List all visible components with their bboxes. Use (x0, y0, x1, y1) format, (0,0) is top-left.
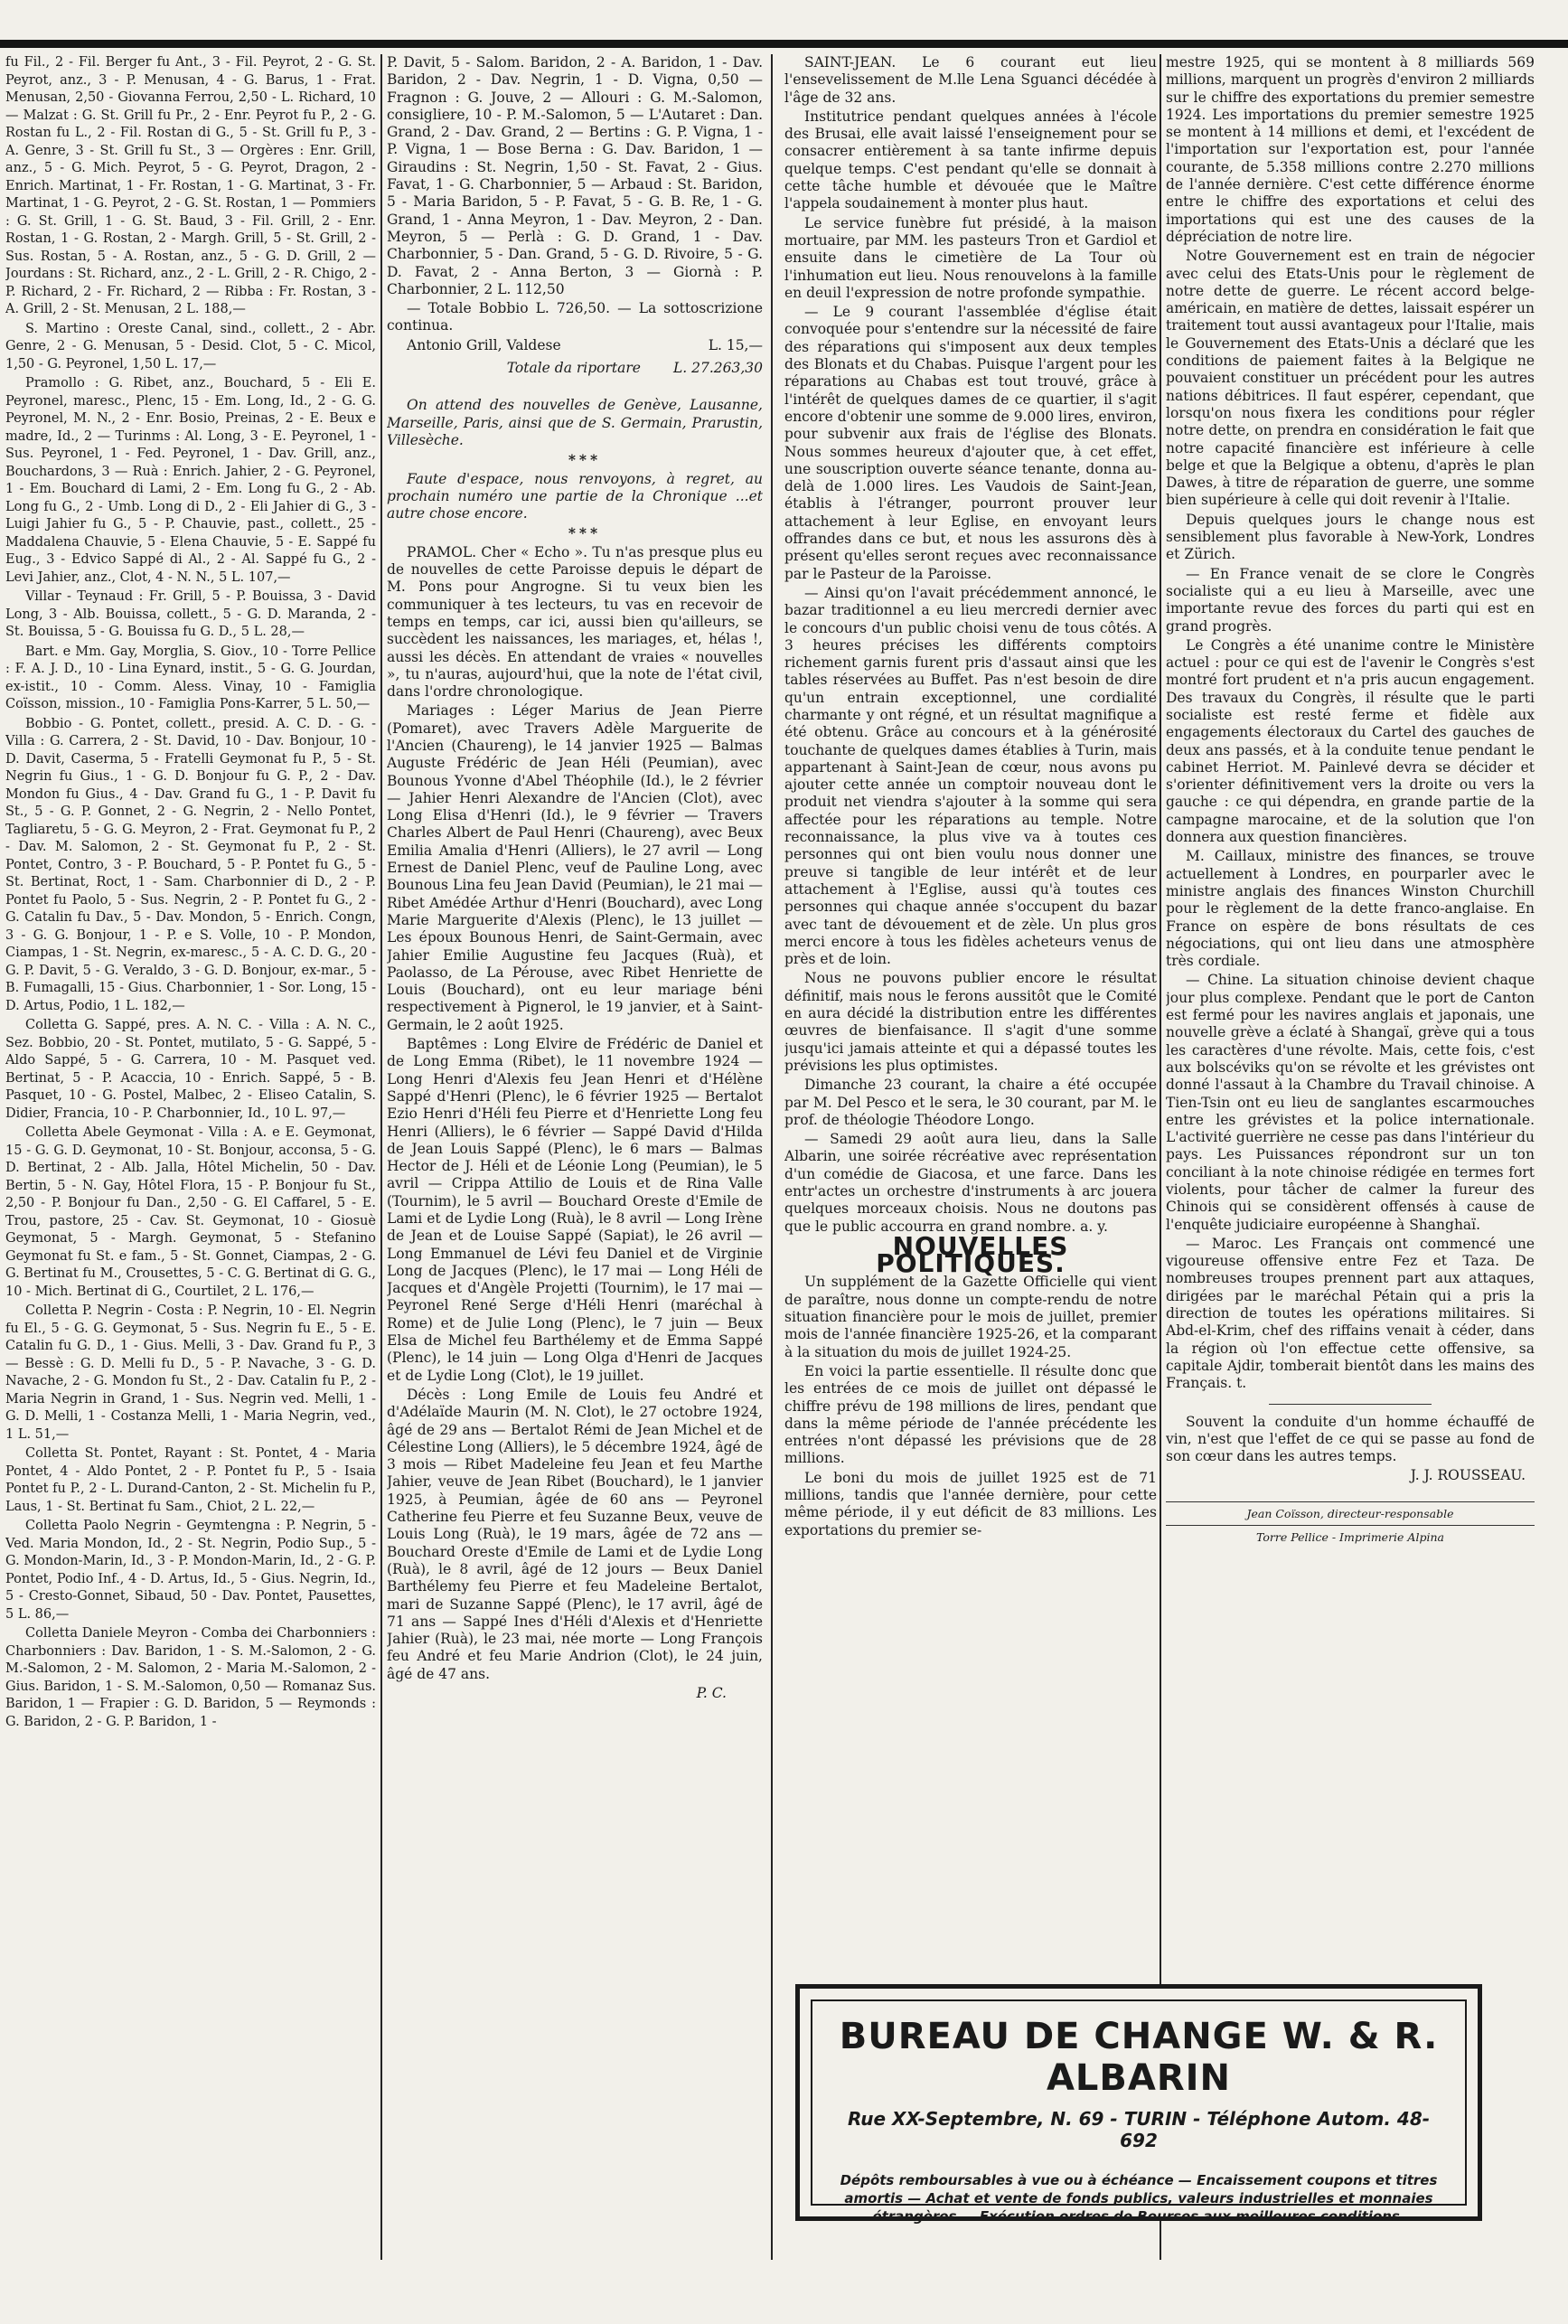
donor-name: Antonio Grill, Valdese (407, 336, 561, 353)
ad-address: Rue XX-Septembre, N. 69 - TURIN - Téléphone Autom. 48-692 (847, 2108, 1431, 2151)
headline-nouvelles-politiques: NOUVELLES POLITIQUES. (876, 1230, 1069, 1279)
subscription-total-bobbio: — Totale Bobbio L. 726,50. — La sottoscrizione continua. (387, 300, 763, 334)
pramol-baptemes: Baptêmes : Long Elvire de Frédéric de Daniel et de Long Emma (Ribet), le 11 novembre 1924 — Long Henri d'Alexis feu Jean Henri et d'Hélène Sappé d'Henri (Plenc), le 6 février 1925 — Bertalot Ezio Henri d'Héli feu Pierre et d'Henriette Long feu Henri (Alliers), le 6 février — Sappé David d'Hilda de Jean Louis Sappé (Plenc), le 6 mars — Balmas Hector de J. Héli et de Léonie Long (Peumian), le 5 avril — Crippa Attilio de Louis et de Rina Valle (Tournim), le 5 avril — Bouchard Oreste d'Emile de Lami et de Lydie Long (Ruà), le 8 avril — Long Irène de Jean et de Louise Sappé (Sapiat), le 26 avril — Long Emmanuel de Lévi feu Daniel et de Virginie Long de Jacques (Plenc), le 17 mai — Long Héli de Jacques et d'Angèle Projetti (Tournim), le 17 mai — Peyronel René Serge d'Héli Henri (maréchal à Rome) et de Julie Long (Plenc), le 7 juin — Beux Elsa de Michel feu Barthélemy et de Emma Sappé (Plenc), le 14 juin — Long Olga d'Henri de Jacques et de Lydie Long (Clot), le 19 juillet. (387, 1036, 763, 1384)
subscription-entry: P. Davit, 5 - Salom. Baridon, 2 - A. Baridon, 1 - Dav. Baridon, 2 - Dav. Negrin, 1 - D. Vigna, 0,50 — Fragnon : G. Jouve, 2 — Allouri : G. M.-Salomon, consigliere, 10 - P. M.-Salomon, 5 — L'Autaret : Dan. Grand, 2 - Dav. Grand, 2 — Bertins : G. P. Vigna, 1 - P. Vigna, 1 — Bose Berna : G. Dav. Baridon, 1 — Giraudins : St. Negrin, 1,50 - St. Favat, 2 - Gius. Favat, 1 - G. Charbonnier, 5 — Arbaud : St. Baridon, 5 - Maria Baridon, 5 - P. Favat, 5 - G. B. Re, 1 - G. Grand, 1 - Anna Meyron, 1 - Dav. Meyron, 2 - Dan. Meyron, 5 — Perlà : G. D. Grand, 1 - Dav. Charbonnier, 5 - Dan. Grand, 5 - G. D. Rivoire, 5 - G. D. Favat, 2 - Anna Berton, 3 — Giornà : P. Charbonnier, 2 L. 112,50 (387, 54, 763, 297)
notice-nouvelles: On attend des nouvelles de Genève, Lausanne, Marseille, Paris, ainsi que de S. Germain, Prarustin, Villesèche. (387, 397, 763, 448)
section-separator: *** (568, 451, 602, 469)
saint-jean-paragraph: — Samedi 29 août aura lieu, dans la Salle Albarin, une soirée récréative avec représentation d'un comédie de Giacosa, et une farce. Dans les entr'actes un orchestre d'instruments à arc jouera quelques morceaux choisis. Nous ne doutons pas que le public accourra en grand nombre. a. y. (784, 1131, 1157, 1235)
politique-paragraph: — Maroc. Les Français ont commencé une vigoureuse offensive entre Fez et Taza. De nombreuses troupes prennent part aux attaques, dirigées par le maréchal Pétain qui a pris la direction de toutes les opérations militaires. Si Abd-el-Krim, chef des riffains venait à céder, dans la région où l'on effectue cette offensive, sa capitale Ajdir, tomberait bientôt dans les mains des Français. t. (1166, 1235, 1535, 1392)
saint-jean-paragraph: Institutrice pendant quelques années à l'école des Brusai, elle avait laissé l'enseignement pour se consacrer entièrement à sa tante infirme depuis quelque temps. C'est pendant qu'elle se donnait à cette tâche humble et dévouée que le Maître l'appela soudainement à monter plus haut. (784, 108, 1157, 212)
grand-total-line (387, 360, 763, 377)
politique-paragraph: — En France venait de se clore le Congrès socialiste qui a eu lieu à Marseille, avec une importante revue des forces du parti qui est en grand progrès. (1166, 565, 1535, 635)
saint-jean-paragraph: Nous ne pouvons publier encore le résultat définitif, mais nous le ferons aussitôt que le Comité en aura décidé la distribution entre les différentes œuvres de bienfaisance. Il s'agit d'une somme jusqu'ici jamais atteinte et qui a dépassé toutes les prévisions les plus optimistes. (784, 970, 1157, 1074)
quote-text: Souvent la conduite d'un homme échauffé de vin, n'est que l'effet de ce qui se passe au fond de son cœur dans les autres temps. (1166, 1413, 1535, 1465)
pramol-deces: Décès : Long Emile de Louis feu André et d'Adélaïde Maurin (M. N. Clot), le 27 octobre 1924, âgé de 29 ans — Bertalot Rémi de Jean Michel et de Célestine Long (Alliers), le 5 décembre 1924, âgé de 3 mois — Ribet Madeleine feu Jean et feu Marthe Jahier, veuve de Jean Ribet (Bouchard), le 1 janvier 1925, à Peumian, âgée de 60 ans — Peyronel Catherine feu Pierre et feu Suzanne Beux, veuve de Louis Long (Ruà), le 19 mars, âgée de 72 ans — Bouchard Oreste d'Emile de Lami et de Lydie Long (Ruà), le 8 avril, âgé de 12 jours — Beux Daniel Barthélemy feu Pierre et feu Madeleine Bertalot, mari de Suzanne Sappé (Plenc), le 17 avril, âgé de 71 ans — Sappé Ines d'Héli d'Alexis et d'Henriette Jahier (Ruà), le 23 mai, née morte — Long François feu André et feu Marie Andrion (Clot), le 24 juin, âgé de 47 ans. (387, 1386, 763, 1682)
subscription-entry: Villar - Teynaud : Fr. Grill, 5 - P. Bouissa, 3 - David Long, 3 - Alb. Bouissa, collett., 5 - G. D. Maranda, 2 - St. Bouissa, 5 - G. Bouissa fu G. D., 5 L. 28,— (5, 589, 376, 639)
subscription-entry: Bobbio - G. Pontet, collett., presid. A. C. D. - G. - Villa : G. Carrera, 2 - St. David, 10 - Dav. Bonjour, 10 - D. Davit, Caserma, 5 - Fratelli Geymonat fu P., 5 - St. Negrin fu Gius., 1 - G. D. Bonjour fu G. P., 2 - Dav. Mondon fu Gius., 4 - Dav. Grand fu G., 1 - P. Davit fu St., 5 - G. P. Gonnet, 2 - G. Negrin, 2 - Nello Pontet, Tagliaretu, 5 - G. G. Meyron, 2 - Frat. Geymonat fu P., 2 - Dav. M. Salomon, 2 - St. Geymonat fu P., 2 - St. Pontet, Contro, 3 - P. Bouchard, 5 - P. Pontet fu G., 5 - St. Bertinat, Roct, 1 - Sam. Charbonnier di D., 2 - P. Pontet fu Paolo, 5 - Sus. Negrin, 2 - P. Pontet fu G., 2 - G. Catalin fu Dav., 5 - Dav. Mondon, 5 - Enrich. Congn, 3 - G. G. Bonjour, 1 - P. e S. Volle, 10 - P. Mondon, Ciampas, 1 - St. Negrin, ex-maresc., 5 - A. C. D. G., 20 - G. P. Davit, 5 - G. Veraldo, 3 - G. D. Bonjour, ex-mar., 5 - B. Fumagalli, 15 - Gius. Charbonnier, 1 - Sor. Long, 15 - D. Artus, Podio, 1 L. 182,— (5, 716, 376, 1013)
grand-total-amount: L. 27.263,30 (672, 360, 763, 377)
politique-paragraph: Notre Gouvernement est en train de négocier avec celui des Etats-Unis pour le règlement de notre dette de guerre. Le récent accord belge-américain, en matière de dettes, laissait espérer un traitement tout aussi avantageux pour l'Italie, mais le Gouvernement des Etats-Unis a déclaré que les conditions de paiement faites à la Belgique ne pouvaient constituer un précédent pour les autres nations débitrices. Il faut espérer, cependant, que lorsqu'on nous fixera les conditions pour régler notre dette, on prendra en considération le fait que notre capacité financière est inférieure à celle belge et que la Belgique a obtenu, d'après le plan Dawes, à titre de réparation de guerre, une somme bien supérieure à celle qui doit revenir à l'Italie. (1166, 248, 1535, 509)
subscription-entry: Colletta Daniele Meyron - Comba dei Charbonniers : Charbonniers : Dav. Baridon, 1 - S. M.-Salomon, 2 - G. M.-Salomon, 2 - M. Salomon, 2 - Maria M.-Salomon, 2 - Gius. Baridon, 1 - S. M.-Salomon, 0,50 — Romanaz Sus. Baridon, 1 — Frapier : G. D. Baridon, 5 — Reymonds : G. Baridon, 2 - G. P. Baridon, 1 - (5, 1626, 376, 1729)
newspaper-page (0, 54, 1568, 2314)
subscription-entry: S. Martino : Oreste Canal, sind., collett., 2 - Abr. Genre, 2 - G. Menusan, 5 - Desid. Clot, 5 - C. Micol, 1,50 - G. Peyronel, 1,50 L. 17,— (5, 321, 376, 372)
saint-jean-paragraph: Dimanche 23 courant, la chaire a été occupée par M. Del Pesco et le sera, le 30 courant, par M. le prof. de théologie Théodore Longo. (784, 1077, 1157, 1128)
column-divider (380, 54, 382, 2260)
grand-total-label: Totale da riportare (506, 360, 641, 377)
saint-jean-paragraph: — Ainsi qu'on l'avait précédemment annoncé, le bazar traditionnel a eu lieu mercredi dernier avec le concours d'un public choisi venu de tous côtés. A 3 heures précises les différents comptoirs richement garnis furent pris d'assaut ainsi que les tables réservées au Buffet. Pas n'est besoin de dire qu'un entrain exceptionnel, une cordialité charmante y ont régné, et un résultat magnifique a été obtenu. Grâce au concours et à la générosité touchante de quelques dames établies à Turin, mais appartenant à Saint-Jean de cœur, nous avons pu ajouter cette année un comptoir nouveau dont le produit net viendra s'ajouter à la somme qui sera affectée pour les réparations au temple. Notre reconnaissance, la plus vive va à toutes ces personnes qui ont bien voulu nous donner une preuve si tangible de leur intérêt et de leur attachement à l'Eglise, aussi qu'à toutes ces personnes qui chaque année s'occupent du bazar avec tant de dévouement et de zèle. Un plus gros merci encore à tous les fidèles acheteurs venus de près et de loin. (784, 584, 1157, 968)
column-divider (1160, 54, 1161, 2260)
saint-jean-paragraph: SAINT-JEAN. Le 6 courant eut lieu l'ensevelissement de M.lle Lena Sguanci décédée à l'âge de 32 ans. (784, 54, 1157, 106)
politique-paragraph: Le boni du mois de juillet 1925 est de 71 millions, tandis que l'année dernière, pour cette même période, il y eut déficit de 83 millions. Les exportations du premier se- (784, 1469, 1157, 1538)
saint-jean-paragraph: — Le 9 courant l'assemblée d'église était convoquée pour s'entendre sur la nécessité de faire des réparations qui s'imposent aux deux temples des Blonats et du Chabas. Puisque l'argent pour les réparations au Chabas est tout trouvé, grâce à l'intérêt de quelques dames de ce quartier, il s'agit encore d'obtenir une somme de 9.000 lires, environ, pour subvenir aux frais de l'église des Blonats. Nous sommes heureux d'ajouter que, à cet effet, une souscription ouverte séance tenante, donna au-delà de 1.000 lires. Les Vaudois de Saint-Jean, établis à l'étranger, pourront prouver leur attachement à leur Eglise, en envoyant leurs offrandes dans ce but, et nous les assurons dès à présent qu'elles seront reçues avec reconnaissance par le Pasteur de la Paroisse. (784, 304, 1157, 582)
divider (1269, 1404, 1432, 1405)
politique-paragraph: Depuis quelques jours le change nous est sensiblement plus favorable à New-York, Londres et Zürich. (1166, 511, 1535, 563)
subscription-entry: fu Fil., 2 - Fil. Berger fu Ant., 3 - Fil. Peyrot, 2 - G. St. Peyrot, anz., 3 - P. Menusan, 4 - G. Barus, 1 - Frat. Menusan, 2,50 - Giovanna Ferrou, 2,50 - L. Richard, 10 — Malzat : G. St. Grill fu Pr., 2 - Enr. Peyrot fu P., 2 - G. Rostan fu L., 2 - Fil. Rostan di G., 5 - St. Grill fu P., 3 - A. Genre, 3 - St. Grill fu St., 3 — Orgères : Enr. Grill, anz., 5 - G. Mich. Peyrot, 5 - G. Peyrot, Dragon, 2 - Enrich. Martinat, 1 - Fr. Rostan, 1 - G. Martinat, 3 - Fr. Martinat, 1 - G. Peyrot, 2 - G. St. Rostan, 1 — Pommiers : G. St. Grill, 1 - G. St. Baud, 3 - Fil. Grill, 2 - Enr. Rostan, 1 - G. Rostan, 2 - Margh. Grill, 5 - St. Grill, 2 - Sus. Rostan, 5 - A. Rostan, anz., 5 - G. D. Grill, 2 — Jourdans : St. Richard, anz., 2 - L. Grill, 2 - R. Chigo, 2 - P. Richard, 2 - Fr. Richard, 2 — Ribba : Fr. Rostan, 3 - A. Grill, 2 - St. Menusan, 2 L. 188,— (5, 55, 376, 316)
subscription-entry: Pramollo : G. Ribet, anz., Bouchard, 5 - Eli E. Peyronel, maresc., Plenc, 15 - Em. Long, Id., 2 - G. G. Peyronel, M. N., 2 - Enr. Bosio, Preinas, 2 - E. Beux e madre, Id., 2 — Turinms : Al. Long, 3 - E. Peyronel, 1 - Sus. Peyronel, 1 - Fed. Peyronel, 1 - Dav. Grill, anz., Bouchardons, 3 — Ruà : Enrich. Jahier, 2 - G. Peyronel, 1 - Em. Bouchard di Lami, 2 - Em. Long fu G., 2 - Ab. Long fu G., 2 - Umb. Long di D., 2 - Eli Jahier di G., 3 - Luigi Jahier fu G., 5 - P. Chauvie, past., collett., 25 - Maddalena Chauvie, 5 - Elena Chauvie, 5 - E. Sappé fu Eug., 3 - Edvico Sappé di Al., 2 - Al. Sappé fu G., 2 - Levi Jahier, anz., Clot, 4 - N. N., 5 L. 107,— (5, 376, 376, 585)
pramol-intro: PRAMOL. Cher « Echo ». Tu n'as presque plus eu de nouvelles de cette Paroisse depuis le départ de M. Pons pour Angrogne. Si tu veux bien les communiquer à tes lecteurs, tu vas en recevoir de temps en temps, car ici, aussi bien qu'ailleurs, se succèdent les naissances, les mariages, et, hélas !, aussi les décès. En attendant de vraies « nouvelles », tu n'auras, aujourd'hui, que la note de l'état civil, dans l'ordre chronologique. (387, 543, 763, 701)
column-pramol (387, 54, 763, 2314)
subscription-entry: Colletta G. Sappé, pres. A. N. C. - Villa : A. N. C., Sez. Bobbio, 20 - St. Pontet, mutilato, 5 - G. Sappé, 5 - Aldo Sappé, 5 - G. Carrera, 10 - M. Pasquet ved. Bertinat, 5 - P. Acaccia, 10 - Enrich. Sappé, 5 - B. Pasquet, 10 - G. Postel, Malbec, 2 - Eliseo Catalin, S. Didier, Francia, 10 - P. Charbonnier, Id., 10 L. 97,— (5, 1018, 376, 1121)
subscription-entry: Colletta Paolo Negrin - Geymtengna : P. Negrin, 5 - Ved. Maria Mondon, Id., 2 - St. Negrin, Podio Sup., 5 - G. Mondon-Marin, Id., 3 - P. Mondon-Marin, Id., 2 - G. P. Pontet, Podio Inf., 4 - D. Artus, Id., 5 - Gius. Negrin, Id., 5 - Cresto-Gonnet, Sibaud, 50 - Dav. Pontet, Pausettes, 5 L. 86,— (5, 1519, 376, 1622)
politique-paragraph: Un supplément de la Gazette Officielle qui vient de paraître, nous donne un compte-rendu de notre situation financière pour le mois de juillet, premier mois de l'année financière 1925-26, et la comparant à la situation du mois de juillet 1924-25. (784, 1274, 1157, 1360)
top-rule (0, 40, 1568, 48)
subscription-entry: Bart. e Mm. Gay, Morglia, S. Giov., 10 - Torre Pellice : F. A. J. D., 10 - Lina Eynard, instit., 5 - G. G. Jourdan, ex-istit., 10 - Comm. Aless. Vinay, 10 - Famiglia Coïsson, mission., 10 - Famiglia Pons-Karrer, 5 L. 50,— (5, 644, 376, 711)
ad-services: Dépôts remboursables à vue ou à échéance — Encaissement coupons et titres amortis — Achat et vente de fonds publics, valeurs industrielles et monnaies étrangères — Exécution ordres de Bourses aux meilleures conditions. (840, 2172, 1438, 2225)
politique-paragraph: mestre 1925, qui se montent à 8 milliards 569 millions, marquent un progrès d'environ 2 milliards sur le chiffre des exportations du premier semestre 1924. Les importations du premier semestre 1925 se montent à 14 millions et demi, et l'excédent de l'importation sur l'exportation est, pour l'année courante, de 5.358 millions contre 2.270 millions de l'année dernière. C'est cette différence énorme entre le chiffre des exportations et celui des importations qui est une des causes de la dépréciation de notre lire. (1166, 54, 1535, 245)
column-subscriptions (5, 54, 376, 2314)
column-saint-jean (784, 54, 1157, 2314)
subscription-entry: Colletta P. Negrin - Costa : P. Negrin, 10 - El. Negrin fu El., 5 - G. G. Geymonat, 5 - Sus. Negrin fu E., 5 - E. Catalin fu G. D., 1 - Gius. Melli, 3 - Dav. Grand fu P., 3 — Bessè : G. D. Melli fu D., 5 - P. Navache, 3 - G. D. Navache, 2 - G. Mondon fu St., 2 - Dav. Catalin fu P., 2 - Maria Negrin in Grand, 1 - Sus. Negrin ved. Melli, 1 - G. D. Melli, 1 - Costanza Melli, 1 - Maria Negrin, ved., 1 L. 51,— (5, 1303, 376, 1442)
politique-paragraph: En voici la partie essentielle. Il résulte donc que les entrées de ce mois de juillet ont dépassé le chiffre prévu de 198 millions de lires, pendant que dans la même période de l'année précédente les entrées n'ont dépassé les prévisions que de 28 millions. (784, 1362, 1157, 1467)
donor-amount: L. 15,— (708, 336, 763, 353)
subscription-entry: Colletta Abele Geymonat - Villa : A. e E. Geymonat, 15 - G. G. D. Geymonat, 10 - St. Bonjour, acconsa, 5 - G. D. Bertinat, 2 - Alb. Jalla, Hôtel Michelin, 50 - Dav. Bertin, 5 - N. Gay, Hôtel Flora, 15 - P. Bonjour fu St., 2,50 - P. Bonjour fu Dan., 2,50 - G. El Caffarel, 5 - E. Trou, pastore, 25 - Cav. St. Geymonat, 10 - Giosuè Geymonat, 5 - Margh. Geymonat, 5 - Stefanino Geymonat fu St. e fam., 5 - St. Gonnet, Ciampas, 2 - G. G. Bertinat fu M., Crousettes, 5 - C. G. Bertinat di G. G., 10 - Mich. Bertinat di G., Courtilet, 2 L. 176,— (5, 1125, 376, 1299)
pramol-signature: P. C. (696, 1685, 727, 1702)
ad-inner-frame (811, 1999, 1467, 2225)
column-divider (771, 54, 773, 2260)
politique-paragraph: Le Congrès a été unanime contre le Ministère actuel : pour ce qui est de l'avenir le Congrès s'est montré fort prudent et n'a pris aucun engagement. Des travaux du Congrès, il résulte que le parti socialiste est resté ferme et fidèle aux engagements électoraux du Cartel des gauches de deux ans passés, et à la conduite tenue pendant le cabinet Herriot. M. Painlevé devra se décider et s'orienter définitivement vers la droite ou vers la gauche : ce qui dépendra, en grande partie de la campagne marocaine, et de la solution que l'on donnera aux question financières. (1166, 636, 1535, 846)
saint-jean-paragraph: Le service funèbre fut présidé, à la maison mortuaire, par MM. les pasteurs Tron et Gardiol et ensuite dans le cimetière de La Tour où l'inhumation eut lieu. Nous renouvelons à la famille en deuil l'expression de notre profonde sympathie. (784, 214, 1157, 301)
notice-espace: Faute d'espace, nous renvoyons, à regret, au prochain numéro une partie de la Chronique ...et autre chose encore. (387, 470, 763, 522)
politique-paragraph: — Chine. La situation chinoise devient chaque jour plus complexe. Pendant que le port de Canton est fermé pour les navires anglais et japonais, une nouvelle grève a éclaté à Shangaï, grève qui a tous les caractères d'une révolte. Mais, cette fois, c'est aux bolscéviks qu'on se révolte et les grévistes ont donné l'assaut à la Chambre du Travail chinoise. A Tien-Tsin ont eu lieu de sanglantes escarmouches entre les grévistes et la police internationale. L'activité guerrière ne cesse pas dans l'intérieur du pays. Les Puissances répondront sur un ton conciliant à la note chinoise rédigée en termes fort violents, pour tâcher de calmer la fureur des Chinois qui se considèrent offensés à cause de l'enquête judiciaire européenne à Shanghaï. (1166, 972, 1535, 1233)
pramol-mariages: Mariages : Léger Marius de Jean Pierre (Pomaret), avec Travers Adèle Marguerite de l'Ancien (Chaureng), le 14 janvier 1925 — Balmas Auguste Frédéric de Jean Héli (Peumian), avec Bounous Yvonne d'Abel Théophile (Id.), le 2 février — Jahier Henri Alexandre de l'Ancien (Clot), avec Long Elisa d'Henri (Id.), le 9 février — Travers Charles Albert de Paul Henri (Chaureng), avec Beux Emilia Amalia d'Henri (Alliers), le 27 avril — Long Ernest de Daniel Plenc, veuf de Pauline Long, avec Bounous Lina feu Jean David (Peumian), le 21 mai — Ribet Amédée Arthur d'Henri (Bouchard), avec Long Marie Marguerite d'Alexis (Plenc), le 13 juillet — Les époux Bounous Henri, de Saint-Germain, avec Jahier Emilie Augustine feu Jacques (Ruà), et Paolasso, de La Pérouse, avec Ribet Henriette de Louis (Bouchard), ont eu leur mariage béni respectivement à Pignerol, le 19 janvier, et à Saint-Germain, le 2 août 1925. (387, 702, 763, 1033)
credits (1166, 1501, 1535, 1549)
credit-printer: Torre Pellice - Imprimerie Alpina (1166, 1525, 1535, 1548)
column-politique (1166, 54, 1535, 1971)
quote-author: J. J. ROUSSEAU. (1410, 1467, 1526, 1484)
advertisement-bureau-de-change (795, 1984, 1482, 2225)
credit-director: Jean Coïsson, directeur-responsable (1166, 1501, 1535, 1525)
ad-title: BUREAU DE CHANGE W. & R. ALBARIN (839, 2016, 1439, 2099)
section-separator: *** (568, 524, 602, 542)
politique-paragraph: M. Caillaux, ministre des finances, se trouve actuellement à Londres, en pourparler avec le ministre anglais des finances Winston Churchill pour le règlement de la dette franco-anglaise. En France on espère de bons résultats de ces négociations, qui ont lieu dans une atmosphère très cordiale. (1166, 848, 1535, 970)
antonio-grill-line (387, 337, 763, 354)
subscription-entry: Colletta St. Pontet, Rayant : St. Pontet, 4 - Maria Pontet, 4 - Aldo Pontet, 2 - P. Pontet fu P., 5 - Isaia Pontet fu P., 2 - L. Durand-Canton, 2 - St. Michelin fu P., Laus, 1 - St. Bertinat fu Sam., Chiot, 2 L. 22,— (5, 1446, 376, 1514)
